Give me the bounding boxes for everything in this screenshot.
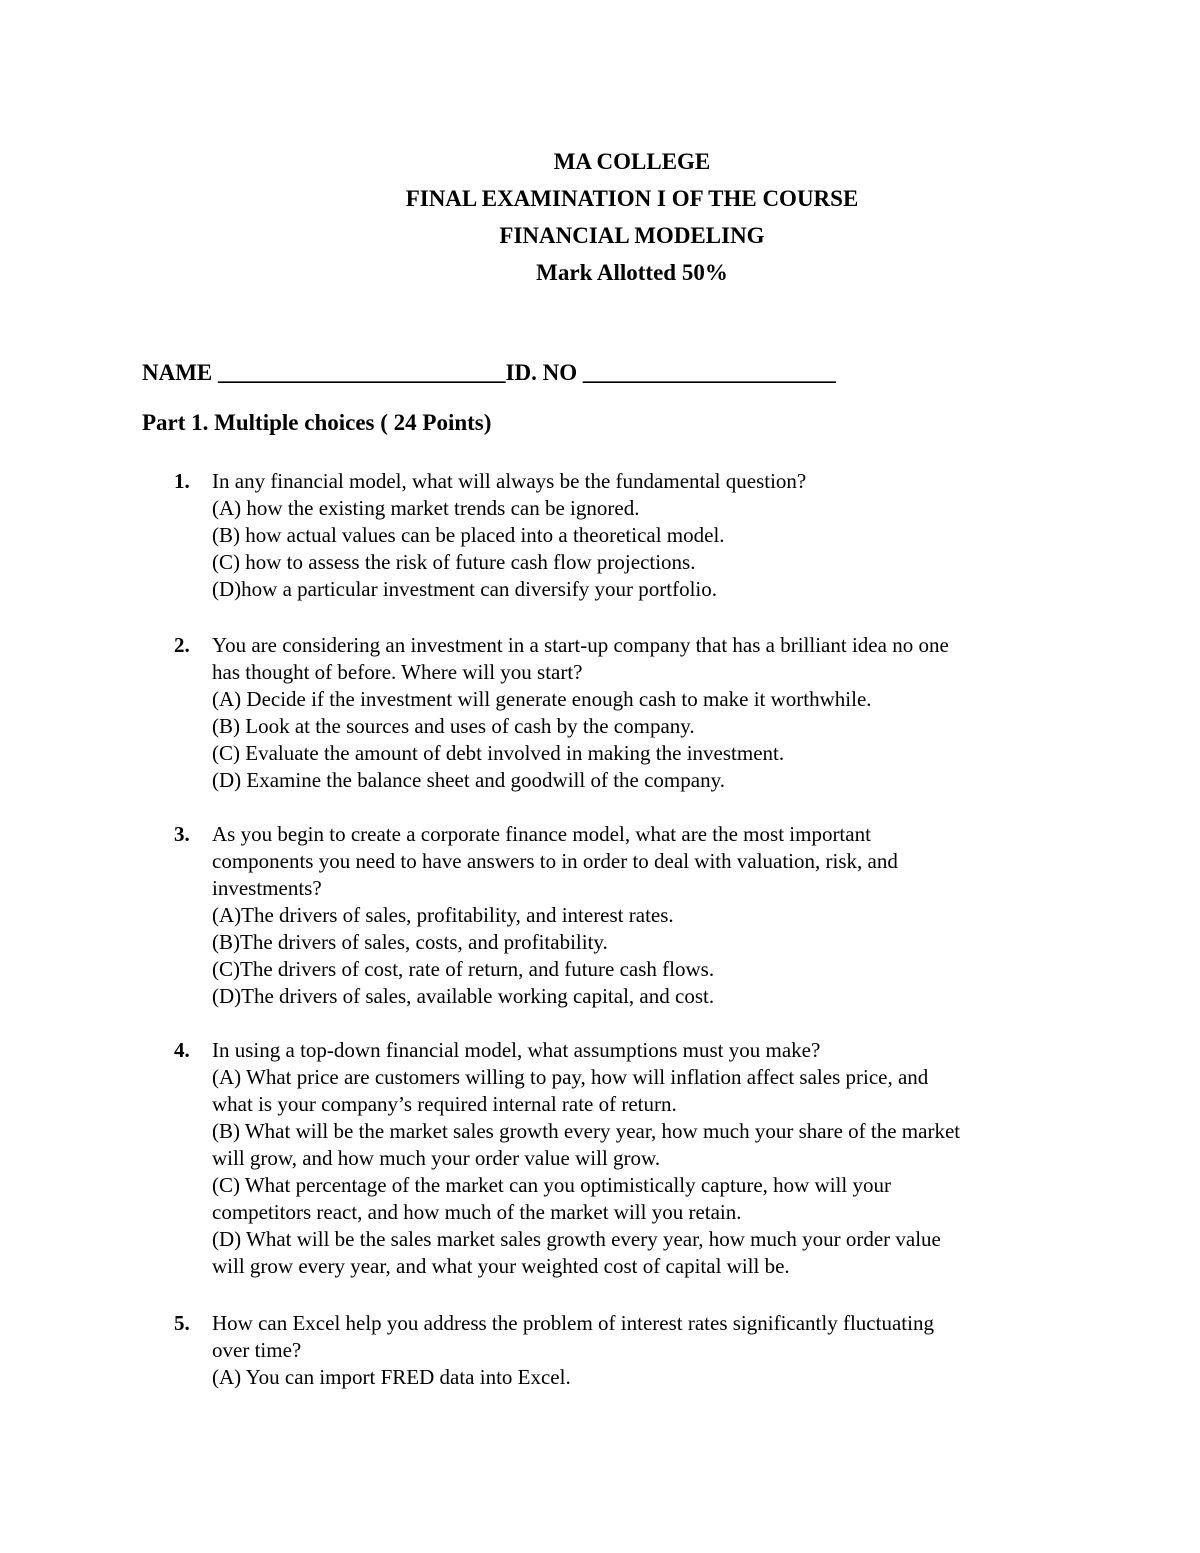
question-line: (A) Decide if the investment will generate enough cash to make it worthwhile.	[212, 687, 872, 711]
question-line: (D)how a particular investment can diversify your portfolio.	[212, 577, 718, 601]
question-number: 4.	[174, 1038, 190, 1062]
marks-allotted: Mark Allotted 50%	[536, 260, 728, 285]
question-line: (A) What price are customers willing to pay, how will inflation affect sales price, and	[212, 1065, 929, 1089]
question-text-line: In any financial model, what will always be the fundamental question?	[212, 469, 807, 493]
course-name: FINANCIAL MODELING	[499, 223, 765, 248]
question-text-line: As you begin to create a corporate finance model, what are the most important	[212, 822, 871, 846]
question-line: (D) Examine the balance sheet and goodwill of the company.	[212, 768, 725, 792]
question-line: (A) You can import FRED data into Excel.	[212, 1365, 571, 1389]
question-text-line: In using a top-down financial model, what assumptions must you make?	[212, 1038, 821, 1062]
exam-title: FINAL EXAMINATION I OF THE COURSE	[405, 186, 859, 211]
question-line: (C) Evaluate the amount of debt involved in making the investment.	[212, 741, 785, 765]
question-body	[212, 1310, 1072, 1391]
student-info-row	[142, 358, 836, 388]
question-text-line: How can Excel help you address the problem of interest rates significantly fluctuating	[212, 1311, 934, 1335]
question-line: (C) how to assess the risk of future cash flow projections.	[212, 550, 696, 574]
question-number: 1.	[174, 469, 190, 493]
question-number: 3.	[174, 822, 190, 846]
question-line: (B) how actual values can be placed into a theoretical model.	[212, 523, 725, 547]
question-line: components you need to have answers to in order to deal with valuation, risk, and	[212, 849, 898, 873]
question-line: will grow every year, and what your weighted cost of capital will be.	[212, 1254, 790, 1278]
id-blank: ______________________	[582, 360, 836, 385]
question-line: (C)The drivers of cost, rate of return, and future cash flows.	[212, 957, 715, 981]
question-text-line: You are considering an investment in a start-up company that has a brilliant idea no one	[212, 633, 949, 657]
question-line: (B)The drivers of sales, costs, and profitability.	[212, 930, 608, 954]
name-label: NAME	[142, 360, 213, 385]
question-line: (A) how the existing market trends can be ignored.	[212, 496, 640, 520]
question-number: 2.	[174, 633, 190, 657]
question-line: investments?	[212, 876, 322, 900]
question-line: (B) What will be the market sales growth every year, how much your share of the market	[212, 1119, 961, 1143]
question-line: (A)The drivers of sales, profitability, and interest rates.	[212, 903, 674, 927]
question-line: what is your company’s required internal rate of return.	[212, 1092, 677, 1116]
question-body	[212, 632, 1072, 794]
question-body	[212, 468, 1072, 603]
question-line: will grow, and how much your order value will grow.	[212, 1146, 661, 1170]
question-number: 5.	[174, 1311, 190, 1335]
question-line: (D)The drivers of sales, available working capital, and cost.	[212, 984, 715, 1008]
question-line: (C) What percentage of the market can you optimistically capture, how will your	[212, 1173, 891, 1197]
college-name: MA COLLEGE	[553, 149, 711, 174]
question-line: competitors react, and how much of the market will you retain.	[212, 1200, 742, 1224]
question-line: over time?	[212, 1338, 302, 1362]
part-title: Part 1. Multiple choices ( 24 Points)	[142, 410, 492, 435]
question-body	[212, 821, 1072, 1010]
question-line: (D) What will be the sales market sales growth every year, how much your order value	[212, 1227, 941, 1251]
question-line: has thought of before. Where will you start?	[212, 660, 583, 684]
name-blank: _________________________	[218, 360, 506, 385]
question-body	[212, 1037, 1072, 1280]
exam-header	[0, 143, 1200, 291]
id-label: ID. NO	[505, 360, 578, 385]
question-line: (B) Look at the sources and uses of cash by the company.	[212, 714, 695, 738]
